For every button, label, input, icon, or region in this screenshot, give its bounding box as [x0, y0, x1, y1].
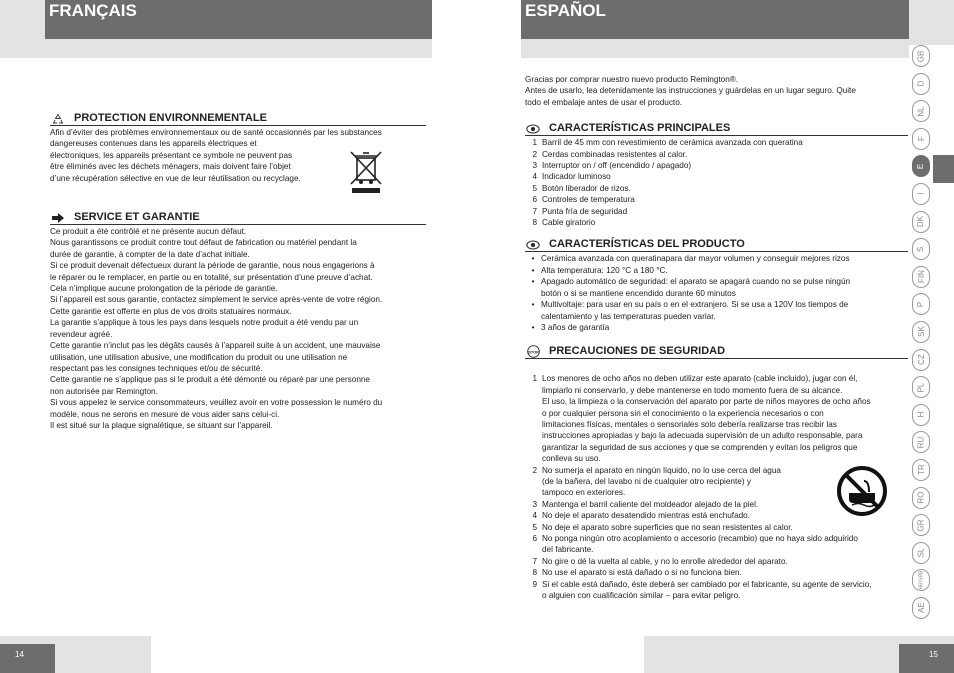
list-item: • Alta temperatura: 120 °C a 180 °C. [531, 265, 668, 275]
list-item: 8 No use el aparato si está dañado o si no funciona bien. [532, 568, 742, 578]
list-item: El uso, la limpieza o la conservación del aparato por parte de niños mayores de ocho años [542, 397, 871, 407]
arrow-right-icon [50, 212, 66, 224]
service-line: Ce produit a été contrôlé et ne présente aucun défaut. [50, 227, 247, 237]
service-line: Si l’appareil est sous garantie, contactez simplement le service après-vente de votre région. [50, 295, 383, 305]
intro-line: todo el embalaje antes de usar el producto. [525, 97, 683, 107]
stop-icon [525, 346, 541, 358]
service-line: Cela n’implique aucune prolongation de la période de garantie. [50, 284, 278, 294]
env-line: dangereuses contenues dans les appareils électriques et [50, 139, 257, 149]
header-title: ESPAÑOL [525, 1, 606, 20]
env-line: électroniques, les appareils présentant ce symbole ne peuvent pas [50, 150, 293, 160]
service-line: le réparer ou le remplacer, en partie ou en totalité, sur présentation d’une preuve d’achat. [50, 272, 373, 282]
page-number-right: 15 [899, 644, 954, 673]
tab-cz[interactable]: CZ [912, 349, 930, 371]
service-line: revendeur agréé. [50, 329, 113, 339]
service-line: Cette garantie n’inclut pas les dégâts causés à l’appareil suite à un accident, une mauvaise [50, 341, 381, 351]
tab-fin[interactable]: FIN [912, 266, 930, 288]
env-line: d’une récupération sélective en vue de leur réutilisation ou recyclage. [50, 173, 301, 183]
safety-section-title: STOP PRECAUCIONES DE SEGURIDAD [525, 345, 908, 359]
list-item: garantizar la seguridad de sus acciones y que se comprenden y evitan los peligros que [542, 442, 858, 452]
tab-hr-srb[interactable]: HR/SRB [912, 569, 930, 591]
page-number-left: 14 [0, 644, 55, 673]
list-item: tampoco en exteriores. [542, 488, 626, 498]
service-line: Nous garantissons ce produit contre tout défaut de fabrication ou matériel pendant la [50, 238, 357, 248]
service-line: modèle, nous ne serons en mesure de vous aider sans celui-ci. [50, 409, 280, 419]
list-item: limitaciones físicas, mentales o sensoriales solo debería realizarse tras recibir las [542, 419, 837, 429]
list-item: del fabricante. [542, 545, 594, 555]
service-line: Cette garantie ne s’applique pas si le produit a été démonté ou réparé par une personne [50, 375, 370, 385]
tab-ro[interactable]: RO [912, 487, 930, 509]
env-line: Afin d’éviter des problèmes environnementaux ou de santé occasionnés par les substances [50, 128, 382, 137]
tab-gr[interactable]: GR [912, 514, 930, 536]
tab-tr[interactable]: TR [912, 459, 930, 481]
svg-text:STOP: STOP [527, 349, 539, 355]
list-item: 4 No deje el aparato desatendido mientras está enchufado. [532, 511, 751, 521]
tab-e[interactable]: E [912, 155, 930, 177]
tab-s[interactable]: S [912, 238, 930, 260]
header-francais [45, 0, 432, 39]
intro-text [525, 74, 908, 108]
list-item: 6 No ponga ningún otro acoplamiento o accesorio (recambio) que no haya sido adquirido [532, 534, 858, 543]
env-section-title: PROTECTION ENVIRONNEMENTALE [50, 112, 426, 126]
list-item: instrucciones apropiadas y bajo la adecuada supervisión de un adulto responsable, para [542, 431, 863, 441]
service-line: La garantie s’applique à tous les pays dans lesquels notre produit a été vendu par un [50, 318, 359, 328]
header-title: FRANÇAIS [49, 1, 137, 20]
list-item: (de la bañera, del lavabo ni de cualquier otro recipiente) y [542, 476, 751, 486]
list-item: limpiarlo ni conservarlo, y debe mantenerse en todo momento fuera de su alcance. [542, 385, 843, 395]
intro-line: Antes de usarlo, lea detenidamente las instrucciones y guárdelas en un lugar seguro. Quite [525, 86, 856, 96]
tab-sl[interactable]: SL [912, 542, 930, 564]
tab-ae[interactable]: AE [912, 597, 930, 619]
service-text [50, 226, 426, 431]
language-sidebar-active-band [933, 155, 954, 183]
list-item-cont: botón o si se mantiene encendido durante 60 minutos [541, 288, 736, 298]
list-item: 6 Controles de temperatura [532, 195, 635, 205]
service-line: Cette garantie est offerte en plus de vos droits statuaires normaux. [50, 306, 292, 316]
tab-gb[interactable]: GB [912, 45, 930, 67]
list-item: 5 Botón liberador de rizos. [532, 183, 631, 193]
eye-icon [525, 239, 541, 251]
list-item: 9 Si el cable está dañado, éste deberá ser cambiado por el fabricante, su agente de servicio, [532, 579, 872, 589]
tab-d[interactable]: D [912, 73, 930, 95]
list-item: • Cerámica avanzada con queratinapara dar mayor volumen y conseguir mejores rizos [531, 254, 850, 264]
list-item: 8 Cable giratorio [532, 218, 596, 228]
crossed-bin-icon [348, 149, 384, 195]
list-item: 5 No deje el aparato sobre superficies que no sean resistentes al calor. [532, 522, 793, 532]
left-column [50, 112, 426, 431]
service-line: utilisation, une utilisation abusive, une modification du produit ou une utilisation ne [50, 352, 348, 362]
list-item: 1 Barril de 45 mm con revestimiento de cerámica avanzada con queratina [532, 138, 803, 148]
service-section-title: SERVICE ET GARANTIE [50, 211, 426, 225]
tab-p[interactable]: P [912, 293, 930, 315]
eye-icon [525, 123, 541, 135]
recycle-icon [50, 113, 66, 125]
list-item: 4 Indicador luminoso [532, 172, 611, 182]
tab-h[interactable]: H [912, 404, 930, 426]
service-line: Si vous appelez le service consommateurs, veuillez avoir en votre possession le numéro du [50, 398, 383, 408]
tab-nl[interactable]: NL [912, 100, 930, 122]
product-list [525, 253, 908, 333]
list-item: • 3 años de garantía [531, 322, 610, 332]
list-item: o alguien con cualificación similar – para evitar peligro. [542, 591, 741, 601]
service-line: Si ce produit devenait défectueux durant la période de garantie, nous nous engagerions à [50, 261, 375, 271]
safety-list [525, 373, 908, 601]
list-item: conlleva su uso. [542, 454, 601, 464]
list-item: 2 No sumerja el aparato en ningún líquido, no lo use cerca del agua [532, 465, 781, 475]
tab-ru[interactable]: RU [912, 431, 930, 453]
list-item: 2 Cerdas combinadas resistentes al calor. [532, 149, 688, 159]
env-line: être éliminés avec les déchets ménagers, mais doivent faire l’objet [50, 162, 291, 172]
tab-pl[interactable]: PL [912, 376, 930, 398]
list-item: • Multivoltaje: para usar en su país o en el extranjero. Si se usa a 120V los tiempos de [531, 300, 849, 310]
list-item: 7 No gire o dé la vuelta al cable, y no lo enrolle alrededor del aparato. [532, 556, 788, 566]
tab-i[interactable]: I [912, 183, 930, 205]
tab-f[interactable]: F [912, 128, 930, 150]
service-line: durée de garantie, à compter de la date d’achat initiale. [50, 249, 250, 259]
header-espanol [521, 0, 909, 39]
list-item: o por cualquier persona sin el conocimiento o la experiencia necesarios o con [542, 408, 824, 418]
tab-dk[interactable]: DK [912, 211, 930, 233]
list-item-cont: calentamiento y las temperaturas pueden variar. [541, 311, 716, 321]
list-item: 3 Interruptor on / off (encendido / apagado) [532, 161, 692, 171]
service-line: non autorisée par Remington. [50, 386, 158, 396]
list-item: 3 Mantenga el barril caliente del moldeador alejado de la piel. [532, 499, 759, 509]
product-section-title: CARACTERÍSTICAS DEL PRODUCTO [525, 238, 908, 252]
right-column [525, 74, 908, 601]
list-item: 7 Punta fría de seguridad [532, 206, 628, 216]
no-bath-icon [836, 465, 888, 517]
tab-sk[interactable]: SK [912, 321, 930, 343]
service-line: Il est situé sur la plaque signalétique, se situant sur l’appareil. [50, 420, 273, 430]
env-text [50, 127, 426, 184]
list-item: • Apagado automático de seguridad: el aparato se apagará cuando no se pulse ningún [531, 277, 851, 287]
features-list [525, 137, 908, 228]
intro-line: Gracias por comprar nuestro nuevo producto Remington®. [525, 75, 739, 84]
features-section-title: CARACTERÍSTICAS PRINCIPALES [525, 122, 908, 136]
service-line: respectant pas les consignes techniques et/ou de sécurité. [50, 363, 263, 373]
language-tabs [909, 45, 933, 624]
list-item: 1 Los menores de ocho años no deben utilizar este aparato (cable incluido), jugar con él, [532, 374, 858, 384]
